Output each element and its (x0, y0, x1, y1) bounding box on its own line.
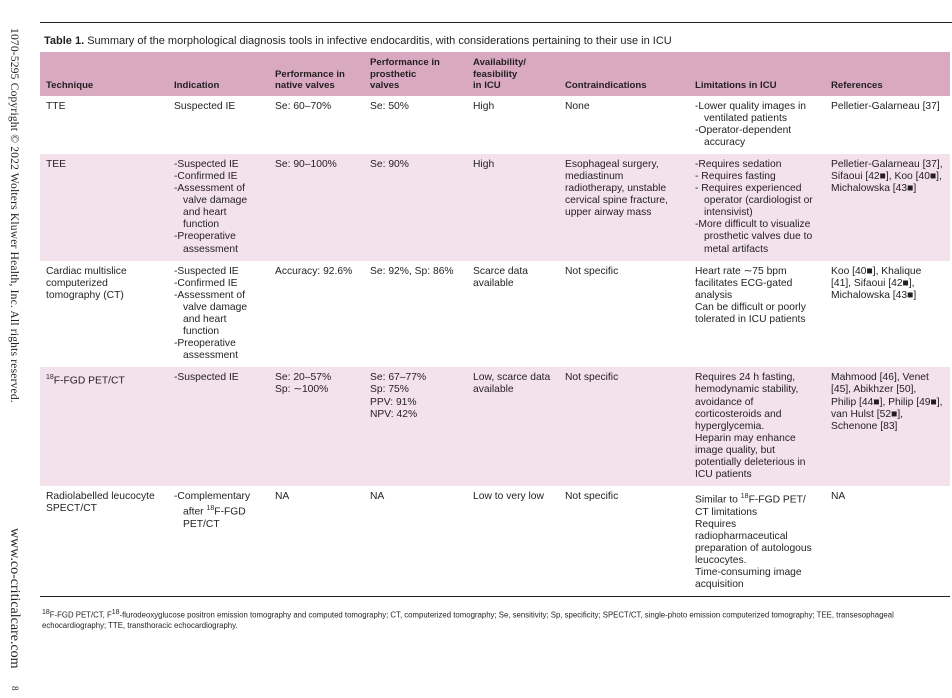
cell-text: TTE (46, 100, 66, 112)
cell-text: Scarce data available (473, 265, 528, 289)
cell-native (269, 367, 364, 486)
cell-text: -Suspected IE (174, 158, 239, 170)
cell-text: -Confirmed IE (174, 170, 238, 182)
cell-indication (168, 96, 269, 154)
header-text: References (831, 80, 883, 91)
cell-text: Similar to $^{18}$F-FGD PET/ CT limitations (695, 493, 806, 518)
cell-indication (168, 261, 269, 368)
cell-native (269, 154, 364, 261)
left-margin (0, 0, 28, 698)
cell-text: Requires 24 h fasting, hemodynamic stability, avoidance of corticosteroids and hyperglycemia. (695, 372, 799, 432)
header-text: Availability/ (473, 57, 526, 68)
cell-text: Se: 90–100% (275, 158, 337, 170)
cell-prosthetic (364, 261, 467, 368)
cell-text: High (473, 100, 495, 112)
header-text: feasibility (473, 68, 518, 80)
cell-text: -Lower quality images in ventilated patients (695, 100, 807, 124)
cell-text: Not specific (565, 265, 619, 277)
cell-references (825, 486, 950, 597)
cell-limitations (689, 486, 825, 597)
table-row (40, 367, 950, 486)
cell-text: Radiolabelled leucocyte SPECT/CT (46, 491, 155, 515)
table-row (40, 261, 950, 368)
column-header (40, 52, 168, 96)
cell-references (825, 154, 950, 261)
header-text: Technique (46, 80, 94, 91)
cell-text: Can be difficult or poorly tolerated in ICU patients (695, 301, 806, 325)
header-text: Performance in (370, 57, 440, 68)
column-header (689, 52, 825, 96)
column-header (269, 52, 364, 96)
cell-text: Heparin may enhance image quality, but potentially deleterious in ICU patients (695, 432, 806, 481)
cell-text: $^{18}$F-FGD PET/CT (46, 374, 125, 387)
table-header-row (40, 52, 950, 96)
header-text: Performance in (275, 68, 345, 80)
cell-text: Pelletier-Galarneau [37] (831, 100, 940, 112)
column-header (559, 52, 689, 96)
cell-technique (40, 96, 168, 154)
cell-availability (467, 261, 559, 368)
cell-availability (467, 486, 559, 597)
cell-indication (168, 486, 269, 597)
cell-text: Se: 20–57% (275, 372, 332, 384)
cell-text: Requires radiopharmaceutical preparation of autologous leucocytes. (695, 518, 812, 567)
cell-technique (40, 367, 168, 486)
cell-native (269, 486, 364, 597)
cell-text: -Suspected IE (174, 372, 239, 384)
cell-text: Se: 60–70% (275, 100, 332, 112)
header-text: Indication (174, 80, 220, 91)
table-caption (44, 35, 952, 48)
cell-text: Se: 67–77% (370, 372, 427, 384)
cell-text: Suspected IE (174, 100, 236, 112)
cell-limitations (689, 261, 825, 368)
copyright-notice: 1070-5295 Copyright © 2022 Wolters Kluwer Health, Inc. All rights reserved. (8, 28, 20, 403)
cell-limitations (689, 367, 825, 486)
cell-contra (559, 261, 689, 368)
cell-text: Low, scarce data available (473, 372, 551, 396)
cell-prosthetic (364, 154, 467, 261)
cell-references (825, 261, 950, 368)
cell-text: NA (275, 491, 290, 503)
cell-text: Sp: 75% (370, 384, 409, 396)
cell-text: - Requires fasting (695, 170, 776, 182)
cell-text: -Assessment of valve damage and heart function (174, 183, 248, 231)
cell-prosthetic (364, 96, 467, 154)
cell-text: -Complementary after $^{18}$F-FGD PET/CT (174, 491, 251, 530)
top-rule (40, 22, 952, 23)
cell-text: -Preoperative assessment (174, 338, 238, 362)
cell-technique (40, 154, 168, 261)
cell-indication (168, 154, 269, 261)
cell-native (269, 261, 364, 368)
cell-indication (168, 367, 269, 486)
cell-text: -Preoperative assessment (174, 231, 238, 255)
table-title: Summary of the morphological diagnosis tools in infective endocarditis, with considerations pertaining to their use in ICU (87, 35, 672, 47)
cell-text: Not specific (565, 372, 619, 384)
cell-prosthetic (364, 367, 467, 486)
cell-text: NA (831, 491, 846, 503)
cell-text: TEE (46, 158, 67, 170)
cell-text: PPV: 91% (370, 396, 417, 408)
header-text: Contraindications (565, 80, 647, 91)
cell-text: -More difficult to visualize prosthetic valves due to metal artifacts (695, 219, 813, 255)
header-text: Limitations in ICU (695, 80, 777, 91)
header-text: valves (370, 80, 400, 91)
journal-website: www.co-criticalcare.com (7, 528, 22, 669)
summary-table (40, 52, 950, 597)
cell-prosthetic (364, 486, 467, 597)
cell-references (825, 367, 950, 486)
cell-text: Cardiac multislice computerized tomography (CT) (46, 265, 127, 301)
cell-text: Mahmood [46], Venet [45], Abikhzer [50], Philip [44■], Philip [49■], van Hulst [52■], Schenone [83] (831, 372, 943, 432)
cell-limitations (689, 96, 825, 154)
column-header (168, 52, 269, 96)
cell-availability (467, 154, 559, 261)
table-body (40, 96, 950, 597)
cell-technique (40, 486, 168, 597)
cell-text: None (565, 100, 590, 112)
cell-limitations (689, 154, 825, 261)
header-text: prosthetic (370, 68, 417, 80)
cell-contra (559, 367, 689, 486)
cell-text: Esophageal surgery, mediastinum radiotherapy, unstable cervical spine fracture, upper airway mass (565, 158, 669, 219)
cell-text: High (473, 158, 495, 170)
document-body (40, 22, 952, 632)
table-row (40, 96, 950, 154)
cell-text: Pelletier-Galarneau [37], Sifaoui [42■], Koo [40■], Michalowska [43■] (831, 158, 943, 195)
cell-contra (559, 154, 689, 261)
cell-text: -Requires sedation (695, 158, 782, 170)
table-footnote: $^{18}$F-FGD PET/CT, $F^{18}$-flurodeoxyglucose positron emission tomography and computed tomography; CT, computerized tomography; Se, sensitivity; Sp, specificity; SPECT/CT, single-photo emission computerized tomography; TEE, transesophageal echocardiography; TTE, transthoracic echocardiography. (42, 609, 894, 631)
cell-text: Low to very low (473, 491, 544, 503)
cell-availability (467, 96, 559, 154)
header-text: native valves (275, 80, 335, 91)
cell-text: -Operator-dependent accuracy (695, 124, 792, 148)
table-row (40, 486, 950, 597)
cell-text: Se: 50% (370, 100, 409, 112)
cell-text: Not specific (565, 491, 619, 503)
cell-text: NA (370, 491, 385, 503)
cell-text: -Suspected IE (174, 265, 239, 277)
header-text: in ICU (473, 80, 501, 91)
cell-technique (40, 261, 168, 368)
column-header (364, 52, 467, 96)
cell-text: - Requires experienced operator (cardiologist or intensivist) (695, 183, 813, 219)
cell-text: Time-consuming image acquisition (695, 567, 802, 591)
column-header (467, 52, 559, 96)
cell-text: -Confirmed IE (174, 277, 238, 289)
cell-availability (467, 367, 559, 486)
page-mark: 8 (10, 686, 20, 691)
cell-text: -Assessment of valve damage and heart function (174, 289, 248, 338)
cell-text: Se: 92%, Sp: 86% (370, 265, 454, 277)
cell-references (825, 96, 950, 154)
cell-text: Sp: ∼100% (275, 384, 329, 396)
table-label: Table 1. (44, 35, 85, 47)
cell-text: NPV: 42% (370, 408, 418, 420)
cell-contra (559, 96, 689, 154)
cell-native (269, 96, 364, 154)
column-header (825, 52, 950, 96)
cell-text: Accuracy: 92.6% (275, 265, 353, 277)
table-row (40, 154, 950, 261)
cell-text: Se: 90% (370, 158, 409, 170)
cell-contra (559, 486, 689, 597)
cell-text: Heart rate ∼75 bpm facilitates ECG-gated analysis (695, 265, 793, 301)
cell-text: Koo [40■], Khalique [41], Sifaoui [42■], Michalowska [43■] (831, 265, 922, 301)
